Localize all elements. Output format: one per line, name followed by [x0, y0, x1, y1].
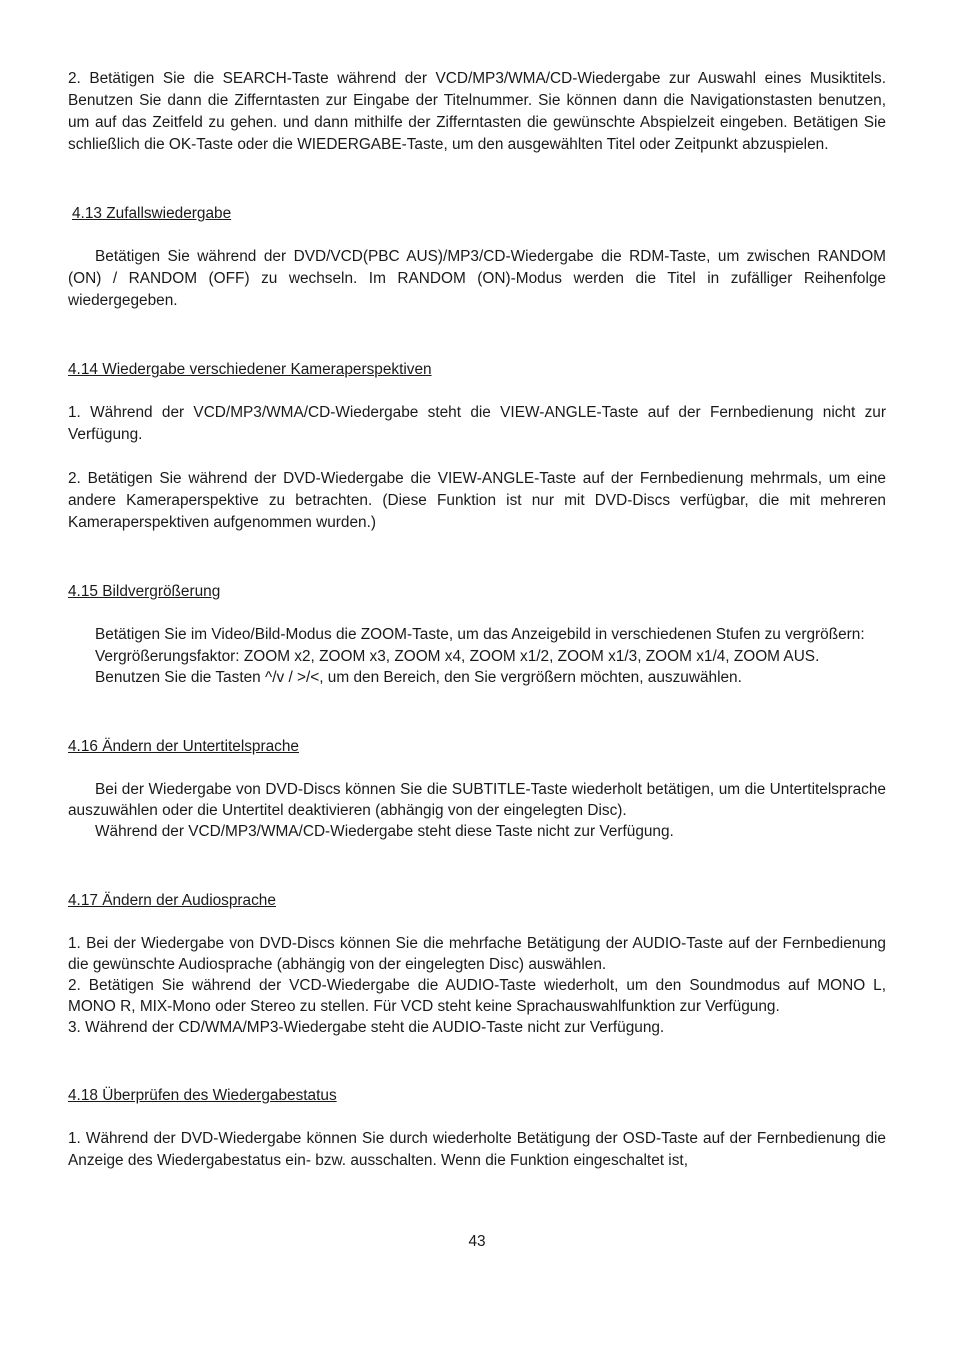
random-playback-paragraph: Betätigen Sie während der DVD/VCD(PBC AUS)/MP3/CD-Wiedergabe die RDM-Taste, um zwischen RANDOM (ON) / RANDOM (OFF) zu wechseln. Im RANDOM (ON)-Modus werden die Titel in zufälliger Reihenfolge wiedergegeben. — [68, 248, 886, 309]
zoom-factor-line: Vergrößerungsfaktor: ZOOM x2, ZOOM x3, ZOOM x4, ZOOM x1/2, ZOOM x1/3, ZOOM x1/4, ZOOM AUS. — [95, 648, 820, 665]
section-heading-4-18: 4.18 Überprüfen des Wiedergabestatus — [68, 1087, 337, 1104]
subtitle-unavailable-line: Während der VCD/MP3/WMA/CD-Wiedergabe steht diese Taste nicht zur Verfügung. — [95, 823, 674, 840]
audio-item-1: 1. Bei der Wiedergabe von DVD-Discs können Sie die mehrfache Betätigung der AUDIO-Taste auf der Fernbedienung die gewünschte Audiosprache (abhängig von der eingelegten Disc) auswählen. — [68, 935, 886, 973]
view-angle-item-2: 2. Betätigen Sie während der DVD-Wiedergabe die VIEW-ANGLE-Taste auf der Fernbedienung mehrmals, um eine andere Kameraperspektive zu betrachten. (Diese Funktion ist nur mit DVD-Discs verfügbar, die mit mehreren Kameraperspektiven aufgenommen wurden.) — [68, 470, 886, 531]
audio-item-3: 3. Während der CD/WMA/MP3-Wiedergabe steht die AUDIO-Taste nicht zur Verfügung. — [68, 1019, 665, 1036]
zoom-keys-line: Benutzen Sie die Tasten ^/v / >/<, um den Bereich, den Sie vergrößern möchten, auszuwählen. — [95, 669, 742, 686]
audio-item-2: 2. Betätigen Sie während der VCD-Wiedergabe die AUDIO-Taste wiederholt, um den Soundmodus auf MONO L, MONO R, MIX-Mono oder Stereo zu stellen. Für VCD steht keine Sprachauswahlfunktion zur Verfügung. — [68, 977, 886, 1015]
section-heading-4-14: 4.14 Wiedergabe verschiedener Kameraperspektiven — [68, 361, 432, 378]
section-heading-4-15: 4.15 Bildvergrößerung — [68, 583, 221, 600]
zoom-paragraph: Betätigen Sie im Video/Bild-Modus die ZOOM-Taste, um das Anzeigebild in verschiedenen Stufen zu vergrößern: — [95, 626, 865, 643]
view-angle-item-1: 1. Während der VCD/MP3/WMA/CD-Wiedergabe steht die VIEW-ANGLE-Taste auf der Fernbedienung nicht zur Verfügung. — [68, 404, 886, 443]
section-heading-4-17: 4.17 Ändern der Audiosprache — [68, 892, 276, 909]
status-item-1: 1. Während der DVD-Wiedergabe können Sie durch wiederholte Betätigung der OSD-Taste auf der Fernbedienung die Anzeige des Wiedergabestatus ein- bzw. ausschalten. Wenn die Funktion eingeschaltet ist, — [68, 1130, 886, 1169]
page-number: 43 — [468, 1233, 486, 1250]
search-instruction-paragraph: 2. Betätigen Sie die SEARCH-Taste während der VCD/MP3/WMA/CD-Wiedergabe zur Auswahl eines Musiktitels. Benutzen Sie dann die Zifferntasten zur Eingabe der Titelnummer. Sie können dann die Navigationstasten benutzen, um auf das Zeitfeld zu gehen. und dann mithilfe der Zifferntasten die gewünschte Abspielzeit eingeben. Betätigen Sie schließlich die OK-Taste oder die WIEDERGABE-Taste, um den ausgewählten Titel oder Zeitpunkt abzuspielen. — [68, 70, 886, 153]
section-heading-4-13: 4.13 Zufallswiedergabe — [72, 205, 232, 222]
document-page — [68, 68, 886, 1172]
section-heading-4-16: 4.16 Ändern der Untertitelsprache — [68, 738, 299, 755]
subtitle-paragraph: Bei der Wiedergabe von DVD-Discs können Sie die SUBTITLE-Taste wiederholt betätigen, um die Untertitelsprache auszuwählen oder die Untertitel deaktivieren (abhängig von der eingelegten Disc). — [68, 781, 886, 819]
